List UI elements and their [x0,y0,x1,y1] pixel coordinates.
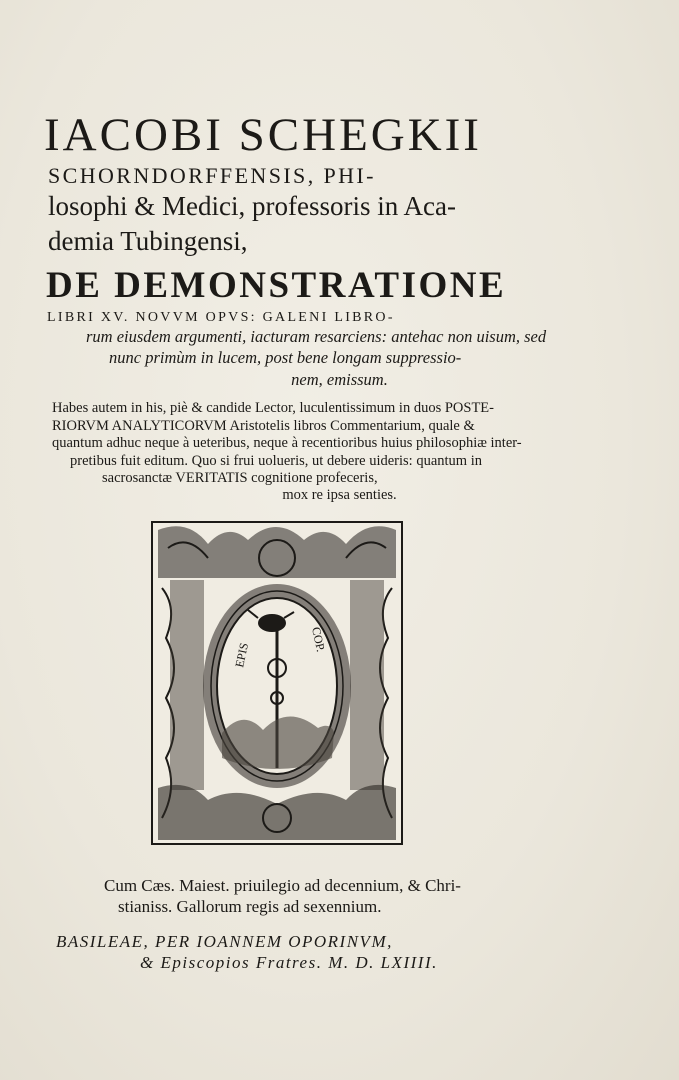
blurb-line-1: Habes autem in his, piè & candide Lector, luculentissimum in duos POSTE- [52,400,494,416]
device-motto-right: COP. [309,625,328,654]
books-line: LIBRI XV. NOVVM OPVS: GALENI LIBRO- [47,310,395,325]
italic-description-1: rum eiusdem argumenti, iacturam resarciens: antehac non uisum, sed [86,327,547,346]
italic-description-3: nem, emissum. [291,370,388,389]
blurb-line-4: pretibus fuit editum. Quo si frui uolueris, ut debere uideris: quantum in [70,453,482,469]
blurb-line-6: mox re ipsa senties. [282,487,397,503]
imprint-place-printer: BASILEAE, PER IOANNEM OPORINVM, [56,932,393,951]
blurb-line-3: quantum adhuc neque à ueteribus, neque à recentioribus huius philosophiæ inter- [52,435,522,451]
work-title: DE DEMONSTRATIONE [46,265,507,306]
privilege-line-1: Cum Cæs. Maiest. priuilegio ad decennium, & Chri- [104,876,461,895]
imprint-date: & Episcopios Fratres. M. D. LXIIII. [140,953,438,972]
italic-description-2: nunc primùm in lucem, post bene longam suppressio- [109,348,462,367]
printers-device-woodcut [148,518,406,848]
privilege-line-2: stianiss. Gallorum regis ad sexennium. [118,897,382,916]
author-heading: IACOBI SCHEGKII [44,109,482,161]
blurb-line-2: RIORVM ANALYTICORVM Aristotelis libros Commentarium, quale & [52,418,475,434]
device-motto-left: EPIS [232,641,252,669]
blurb-line-5: sacrosanctæ VERITATIS cognitione profeceris, [102,470,378,486]
author-origin-line: SCHORNDORFFENSIS, PHI- [48,163,376,188]
author-academy-line: demia Tubingensi, [48,226,248,256]
author-role-line: losophi & Medici, professoris in Aca- [48,191,456,221]
